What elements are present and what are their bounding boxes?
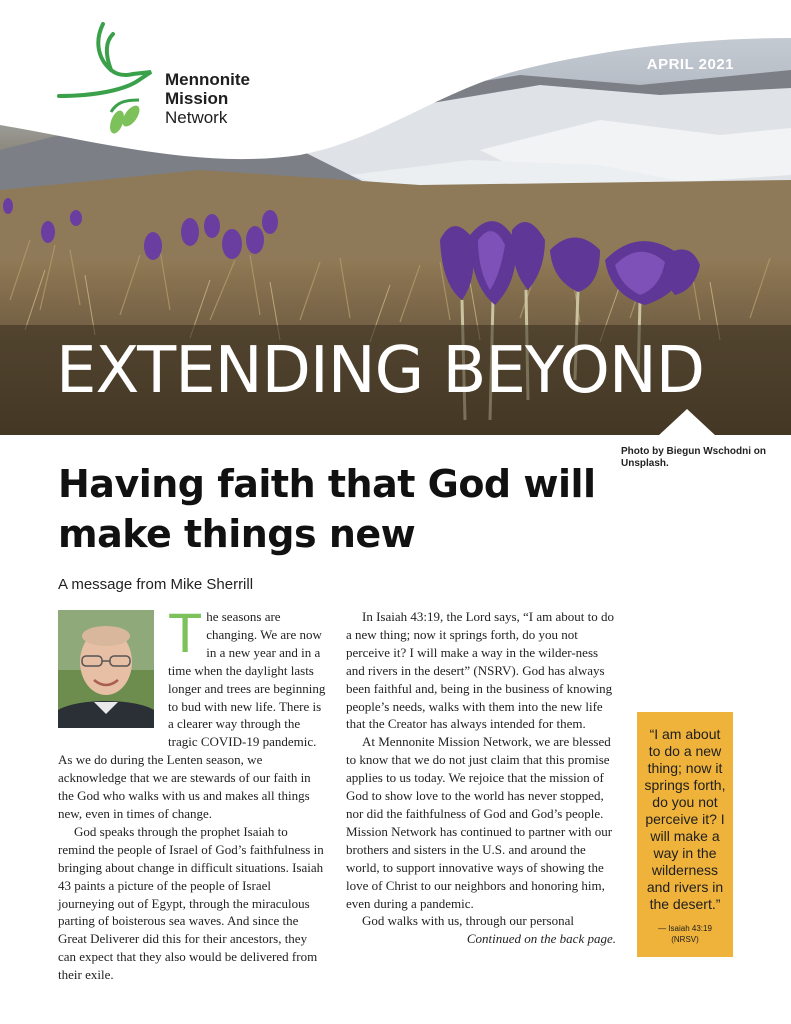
- pull-quote: [637, 712, 733, 957]
- article-column-2: [346, 608, 616, 948]
- portrait-wrap-spacer: [58, 608, 168, 740]
- article-column-1: [58, 601, 326, 984]
- article-headline: Having faith that God will make things new: [58, 462, 596, 556]
- logo-line-mennonite: Mennonite: [165, 70, 250, 89]
- banner-notch-shape: [658, 409, 716, 435]
- photo-credit: Photo by Biegun Wschodni on Unsplash.: [621, 446, 766, 469]
- article-paragraph-1-text: he seasons are changing. We are now in a new year and in a time when the daylight lasts longer and trees are beginning to bud with new life. There is a clearer way through the tragic COVID-19 pandemic. As we do during the Lenten season, we acknowledge that we are stewards of our faith in the God who walks with us and makes all things new, even in times of change.: [58, 609, 326, 821]
- hero-photo: [0, 0, 791, 435]
- drop-cap: T: [168, 601, 203, 664]
- article-paragraph-2: God speaks through the prophet Isaiah to remind the people of Israel of God’s faithfulness in bringing about change in difficult situations. Isaiah 43 paints a picture of the people of Israel journeying out of Egypt, through the miraculous parting of boisterous sea waves. And since the Great Deliverer did this for their ancestors, they can expect that they also would be delivered from their exile.: [58, 823, 324, 983]
- continued-link[interactable]: Continued on the back page.: [466, 931, 616, 947]
- banner-title: EXTENDING BEYOND: [56, 334, 704, 408]
- article-paragraph-3: In Isaiah 43:19, the Lord says, “I am about to do a new thing; now it springs forth, do you not perceive it? I will make a way in the wilder-ness and rivers in the desert” (NSRV). God has always been faithful and, being in the business of knowing people’s needs, walks with them into the new life that the Creator has always intended for them.: [346, 609, 614, 732]
- article-byline: A message from Mike Sherrill: [58, 576, 254, 593]
- article-paragraph-5: God walks with us, through our personal: [362, 913, 574, 929]
- logo-line-mission: Mission: [165, 89, 229, 108]
- logo-line-network: Network: [165, 108, 228, 127]
- pull-quote-text: “I am about to do a new thing; now it springs forth, do you not perceive it? I will make a way in the wilderness and rivers in the desert.”: [644, 726, 726, 912]
- article-paragraph-4: At Mennonite Mission Network, we are blessed to know that we do not just claim that this promise applies to us today. We rejoice that the mission of God to show love to the world has never stopped, nor did the faithfulness of God and God’s people. Mission Network has continued to partner with our brothers and sisters in the U.S. and around the world, to support innovative ways of showing the love of Christ to our neighbors and honoring him, even during a pandemic.: [346, 734, 613, 911]
- issue-date: APRIL 2021: [646, 56, 734, 73]
- logo-wordmark[interactable]: [165, 70, 250, 127]
- pull-quote-version: (NRSV): [671, 935, 699, 944]
- pull-quote-reference: — Isaiah 43:19: [658, 924, 712, 933]
